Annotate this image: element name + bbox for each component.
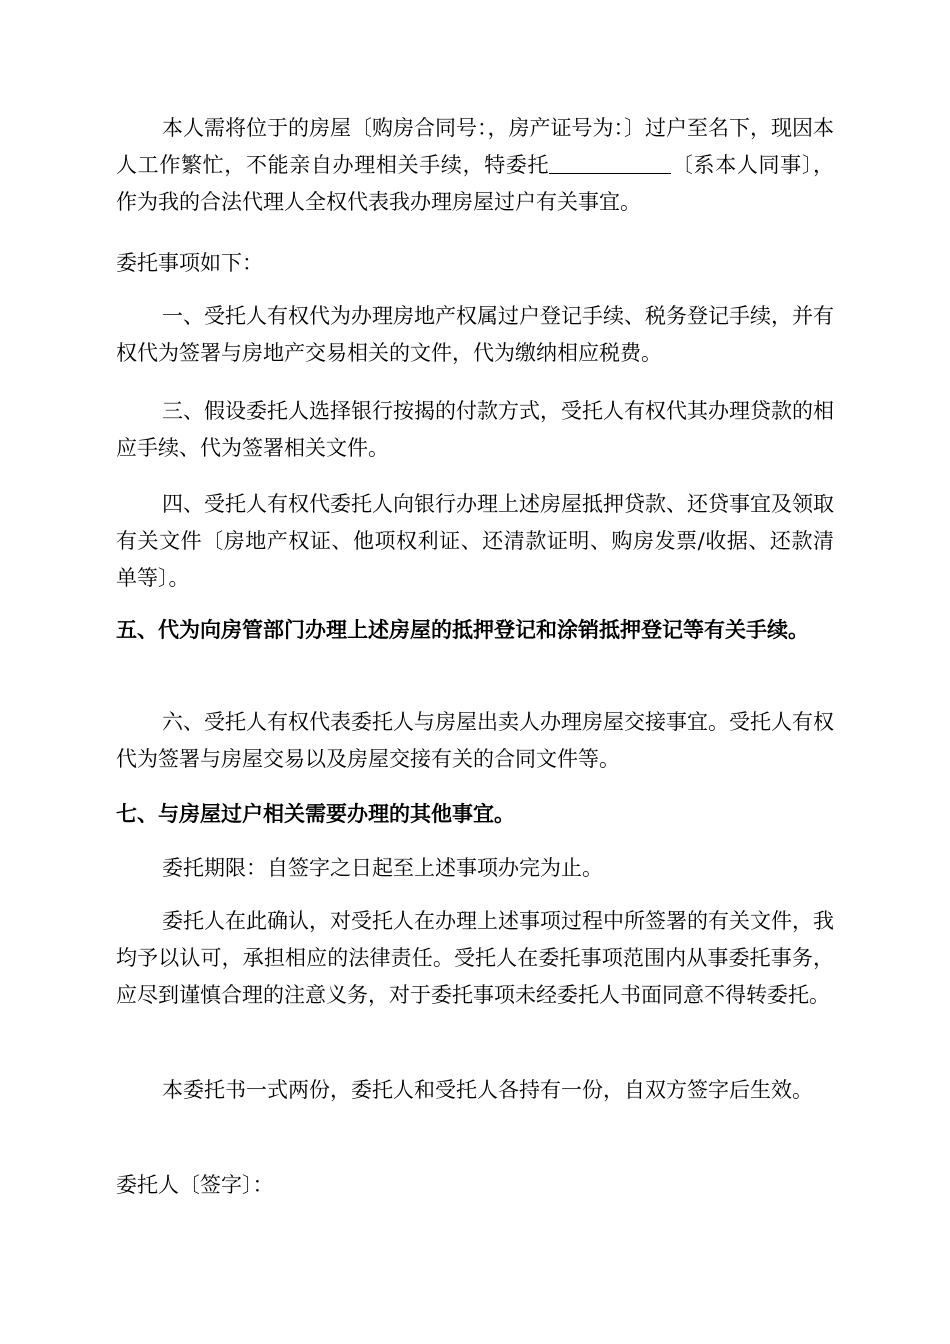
intro-text-1: 本人需将位于的房屋〔购房合同号：，房产证号为：〕过户至名下，现因本人工作繁忙，不能亲自办理相关手续，特委托 [116,116,834,177]
signature-label: 委托人〔签字〕： [116,1173,274,1197]
item-four: 四、受托人有权代委托人向银行办理上述房屋抵押贷款、还贷事宜及领取有关文件〔房地产权证、他项权利证、还清款证明、购房发票/收据、还款清单等〕。 [116,492,834,590]
item-one: 一、受托人有权代为办理房地产权属过户登记手续、税务登记手续，并有权代为签署与房地产交易相关的文件，代为缴纳相应税费。 [116,304,834,365]
intro-text-2: 〔系本人同事〕，作为我的合法代理人全权代表我办理房屋过户有关事宜。 [116,153,835,214]
agent-name-blank [549,153,671,174]
item-three: 三、假设委托人选择银行按揭的付款方式，受托人有权代其办理贷款的相应手续、代为签署相关文件。 [116,399,834,460]
item-seven: 七、与房屋过户相关需要办理的其他事宜。 [116,802,515,826]
copies-paragraph: 本委托书一式两份，委托人和受托人各持有一份，自双方签字后生效。 [162,1078,813,1102]
confirmation-paragraph: 委托人在此确认，对受托人在办理上述事项过程中所签署的有关文件，我均予以认可，承担相应的法律责任。受托人在委托事项范围内从事委托事务，应尽到谨慎合理的注意义务，对于委托事项未经委托人书面同意不得转委托。 [116,909,834,1007]
term-paragraph: 委托期限：自签字之日起至上述事项办完为止。 [162,856,603,880]
matters-title: 委托事项如下： [116,251,263,275]
intro-paragraph [116,110,834,221]
item-five: 五、代为向房管部门办理上述房屋的抵押登记和涂销抵押登记等有关手续。 [116,618,809,642]
item-six: 六、受托人有权代表委托人与房屋出卖人办理房屋交接事宜。受托人有权代为签署与房屋交易以及房屋交接有关的合同文件等。 [116,710,834,771]
